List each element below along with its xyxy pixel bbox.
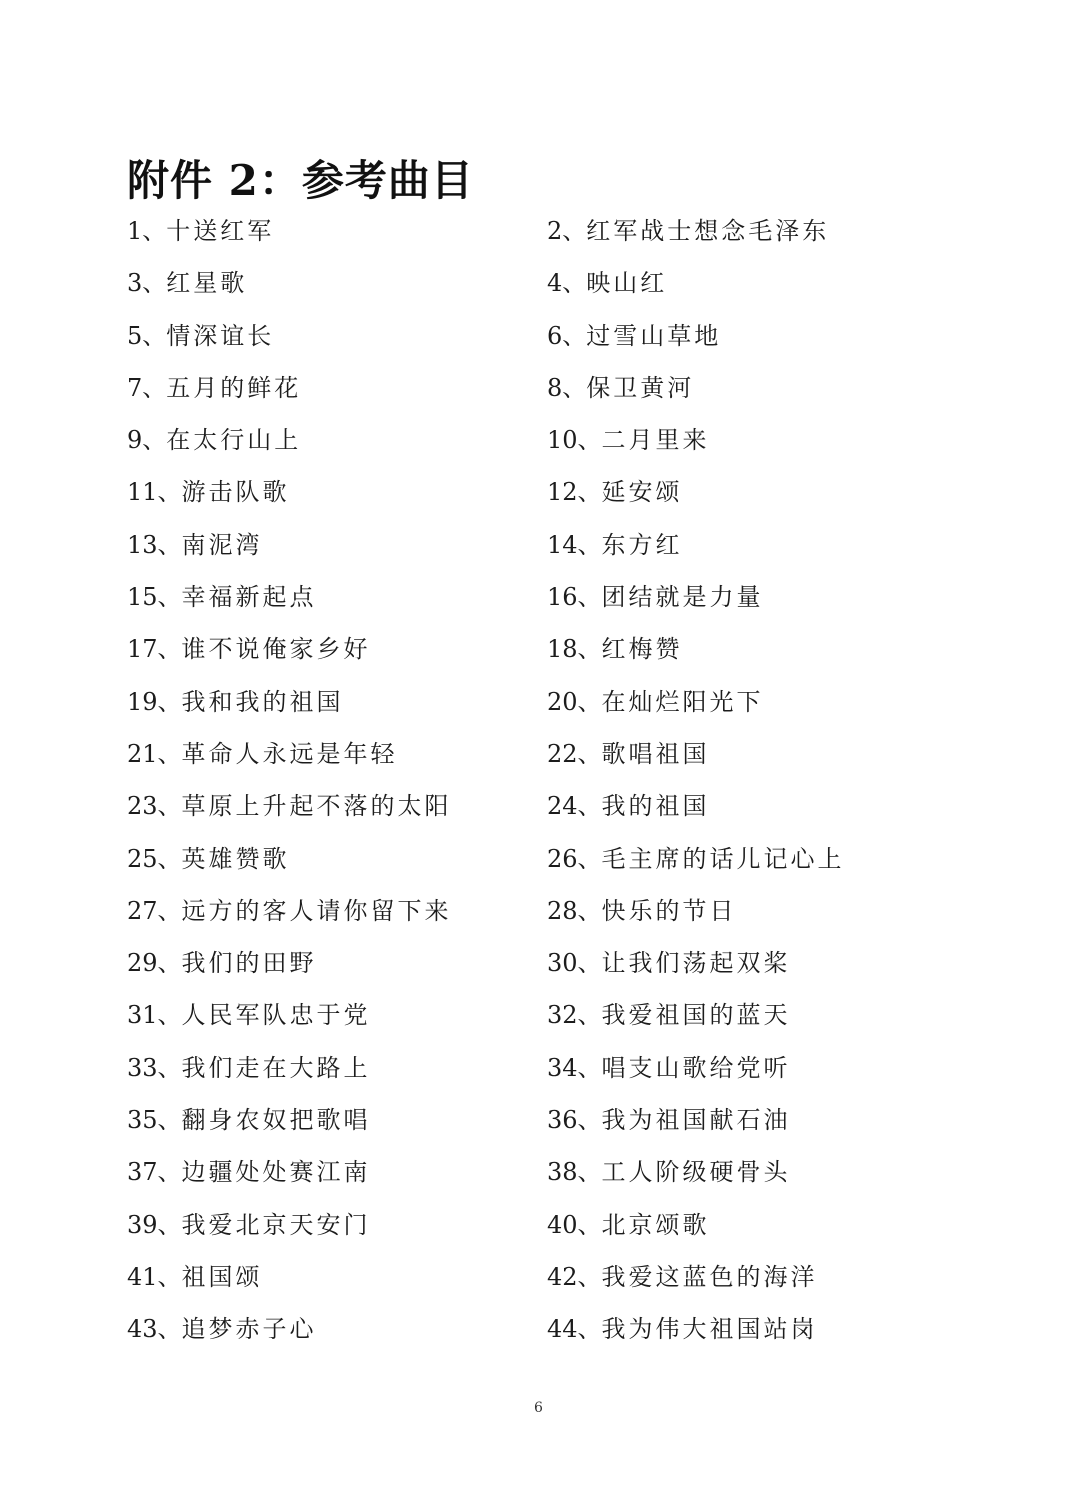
song-number: 24、 [547, 792, 602, 821]
song-number: 9、 [127, 426, 167, 455]
song-title: 过雪山草地 [586, 321, 722, 350]
song-number: 15、 [127, 583, 182, 612]
song-list-item [547, 576, 987, 628]
song-list-item [547, 1099, 987, 1151]
song-number: 10、 [547, 426, 602, 455]
song-title: 谁不说俺家乡好 [181, 635, 371, 664]
song-list-item [127, 1204, 547, 1256]
song-number: 16、 [547, 583, 602, 612]
song-title: 延安颂 [601, 478, 683, 507]
song-list-item [127, 524, 547, 576]
song-title: 北京颂歌 [601, 1210, 710, 1239]
song-list-item [547, 419, 987, 471]
song-title: 红星歌 [166, 269, 248, 298]
page-number: 6 [534, 1400, 543, 1416]
song-number: 20、 [547, 687, 602, 716]
song-number: 40、 [547, 1210, 602, 1239]
song-list-item [127, 262, 547, 314]
song-list-item [127, 628, 547, 680]
song-title: 歌唱祖国 [601, 739, 710, 768]
song-list-item [547, 367, 987, 419]
song-number: 26、 [547, 844, 602, 873]
song-title: 五月的鲜花 [166, 373, 302, 402]
song-list-item [127, 367, 547, 419]
song-title: 幸福新起点 [181, 583, 317, 612]
song-title: 我和我的祖国 [181, 687, 344, 716]
song-number: 30、 [547, 949, 602, 978]
song-title: 在太行山上 [166, 426, 302, 455]
song-title: 追梦赤子心 [181, 1315, 317, 1344]
song-title: 边疆处处赛江南 [181, 1158, 371, 1187]
song-number: 37、 [127, 1158, 182, 1187]
song-title: 二月里来 [601, 426, 710, 455]
song-title: 情深谊长 [166, 321, 275, 350]
song-number: 17、 [127, 635, 182, 664]
song-number: 28、 [547, 896, 602, 925]
song-list-item [547, 838, 987, 890]
song-title: 唱支山歌给党听 [601, 1053, 791, 1082]
song-number: 13、 [127, 530, 182, 559]
song-title: 我爱这蓝色的海洋 [601, 1262, 818, 1291]
song-number: 19、 [127, 687, 182, 716]
song-title: 人民军队忠于党 [181, 1001, 371, 1030]
song-list-item [127, 1256, 547, 1308]
song-title: 我的祖国 [601, 792, 710, 821]
song-number: 36、 [547, 1106, 602, 1135]
song-title: 在灿烂阳光下 [601, 687, 764, 716]
song-list-item [547, 890, 987, 942]
song-list-item [127, 1308, 547, 1360]
song-title: 红军战士想念毛泽东 [586, 217, 830, 245]
song-title: 我为伟大祖国站岗 [601, 1315, 818, 1344]
song-number: 3、 [127, 269, 167, 298]
song-title: 我爱北京天安门 [181, 1210, 371, 1239]
song-list-item [547, 1151, 987, 1203]
song-list-item [547, 1256, 987, 1308]
song-number: 34、 [547, 1053, 602, 1082]
song-list-item [547, 1204, 987, 1256]
song-title: 映山红 [586, 269, 668, 298]
song-number: 4、 [547, 269, 587, 298]
song-number: 32、 [547, 1001, 602, 1030]
song-title: 草原上升起不落的太阳 [181, 792, 452, 821]
song-number: 21、 [127, 739, 182, 768]
song-list-item [127, 419, 547, 471]
song-list-item [127, 733, 547, 785]
song-title: 祖国颂 [181, 1262, 263, 1291]
song-list-item [127, 1047, 547, 1099]
song-title: 南泥湾 [181, 530, 263, 559]
song-number: 11、 [127, 478, 182, 507]
song-list-item [547, 628, 987, 680]
song-title: 红梅赞 [601, 635, 683, 664]
song-list-item [547, 733, 987, 785]
song-title: 游击队歌 [181, 478, 290, 507]
song-title: 团结就是力量 [601, 583, 764, 612]
song-title: 远方的客人请你留下来 [181, 896, 452, 925]
song-number: 8、 [547, 373, 587, 402]
song-list-item [547, 942, 987, 994]
song-title: 我爱祖国的蓝天 [601, 1001, 791, 1030]
song-number: 18、 [547, 635, 602, 664]
page-title: 附件 2：参考曲目 [127, 156, 474, 205]
song-title: 我们的田野 [181, 949, 317, 978]
song-title: 革命人永远是年轻 [181, 739, 398, 768]
song-list-item [547, 994, 987, 1046]
song-list-item [127, 1099, 547, 1151]
song-list-item [127, 890, 547, 942]
song-list-item [547, 524, 987, 576]
song-list-item [127, 210, 547, 262]
song-list-item [127, 942, 547, 994]
song-list-item [547, 1308, 987, 1360]
song-title: 工人阶级硬骨头 [601, 1158, 791, 1187]
song-list-item [547, 210, 987, 262]
song-number: 29、 [127, 949, 182, 978]
song-title: 英雄赞歌 [181, 844, 290, 873]
song-number: 25、 [127, 844, 182, 873]
song-number: 23、 [127, 792, 182, 821]
song-number: 41、 [127, 1262, 182, 1291]
song-number: 2、 [547, 217, 587, 245]
song-list-item [127, 315, 547, 367]
song-list-item [547, 471, 987, 523]
song-title: 十送红军 [166, 217, 275, 245]
song-number: 31、 [127, 1001, 182, 1030]
song-list-item [127, 994, 547, 1046]
song-number: 6、 [547, 321, 587, 350]
song-list-item [127, 1151, 547, 1203]
song-list-item [127, 838, 547, 890]
song-title: 我为祖国献石油 [601, 1106, 791, 1135]
song-number: 44、 [547, 1315, 602, 1344]
song-list-item [547, 262, 987, 314]
song-list-item [547, 785, 987, 837]
song-title: 翻身农奴把歌唱 [181, 1106, 371, 1135]
song-number: 39、 [127, 1210, 182, 1239]
song-number: 42、 [547, 1262, 602, 1291]
song-number: 22、 [547, 739, 602, 768]
song-title: 东方红 [601, 530, 683, 559]
song-list-item [547, 681, 987, 733]
song-list [127, 210, 987, 1361]
song-title: 保卫黄河 [586, 373, 695, 402]
song-title: 毛主席的话儿记心上 [601, 844, 845, 873]
song-number: 1、 [127, 217, 167, 245]
song-number: 14、 [547, 530, 602, 559]
song-title: 让我们荡起双桨 [601, 949, 791, 978]
song-number: 35、 [127, 1106, 182, 1135]
song-list-item [127, 576, 547, 628]
song-number: 7、 [127, 373, 167, 402]
song-list-item [127, 785, 547, 837]
song-number: 12、 [547, 478, 602, 507]
song-list-item [127, 681, 547, 733]
song-title: 我们走在大路上 [181, 1053, 371, 1082]
song-number: 33、 [127, 1053, 182, 1082]
song-title: 快乐的节日 [601, 896, 737, 925]
song-number: 38、 [547, 1158, 602, 1187]
song-list-item [547, 315, 987, 367]
song-list-item [127, 471, 547, 523]
song-list-item [547, 1047, 987, 1099]
song-number: 5、 [127, 321, 167, 350]
song-number: 43、 [127, 1315, 182, 1344]
song-number: 27、 [127, 896, 182, 925]
